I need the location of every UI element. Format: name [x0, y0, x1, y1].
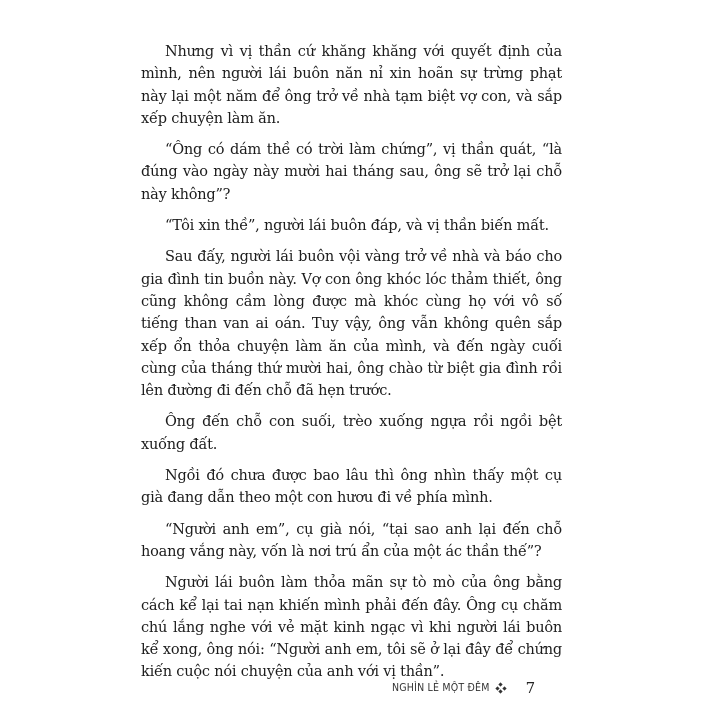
paragraph-8: Người lái buôn làm thỏa mãn sự tò mò của ông bằng cách kể lại tai nạn khiến mình phải đến đây. Ông cụ chăm chú lắng nghe với vẻ mặt kinh ngạc vì khi người lái buôn kể xong, ông nói: “Người anh em, tôi sẽ ở lại đây để chứng kiến cuộc nói chuyện của anh với vị thần”.	[141, 575, 562, 681]
paragraph-6: Ngồi đó chưa được bao lâu thì ông nhìn thấy một cụ già đang dẫn theo một con hươu đi về phía mình.	[141, 468, 562, 507]
page-footer	[392, 678, 572, 698]
paragraph-7: “Người anh em”, cụ già nói, “tại sao anh lại đến chỗ hoang vắng này, vốn là nơi trú ẩn của một ác thần thế”?	[141, 521, 562, 560]
page-body	[141, 41, 562, 693]
four-diamond-ornament-icon	[496, 683, 506, 693]
paragraph-2: “Ông có dám thề có trời làm chứng”, vị thần quát, “là đúng vào ngày này mười hai tháng sau, ông sẽ trở lại chỗ này không”?	[141, 142, 562, 203]
paragraph-5: Ông đến chỗ con suối, trèo xuống ngựa rồi ngồi bệt xuống đất.	[141, 414, 562, 453]
running-title: NGHÌN LẺ MỘT ĐÊM	[392, 682, 490, 694]
page-number: 7	[525, 679, 536, 697]
paragraph-4: Sau đấy, người lái buôn vội vàng trở về nhà và báo cho gia đình tin buồn này. Vợ con ông khóc lóc thảm thiết, ông cũng không cầm lòng được mà khóc cùng họ với vô số tiếng than van ai oán. Tuy vậy, ông vẫn không quên sắp xếp ổn thỏa chuyện làm ăn của mình, và đến ngày cuối cùng của tháng thứ mười hai, ông chào từ biệt gia đình rồi lên đường đi đến chỗ đã hẹn trước.	[141, 249, 562, 400]
paragraph-3: “Tôi xin thề”, người lái buôn đáp, và vị thần biến mất.	[165, 218, 549, 235]
paragraph-1: Nhưng vì vị thần cứ khăng khăng với quyết định của mình, nên người lái buôn năn nỉ xin hoãn sự trừng phạt này lại một năm để ông trở về nhà tạm biệt vợ con, và sắp xếp chuyện làm ăn.	[141, 44, 562, 127]
